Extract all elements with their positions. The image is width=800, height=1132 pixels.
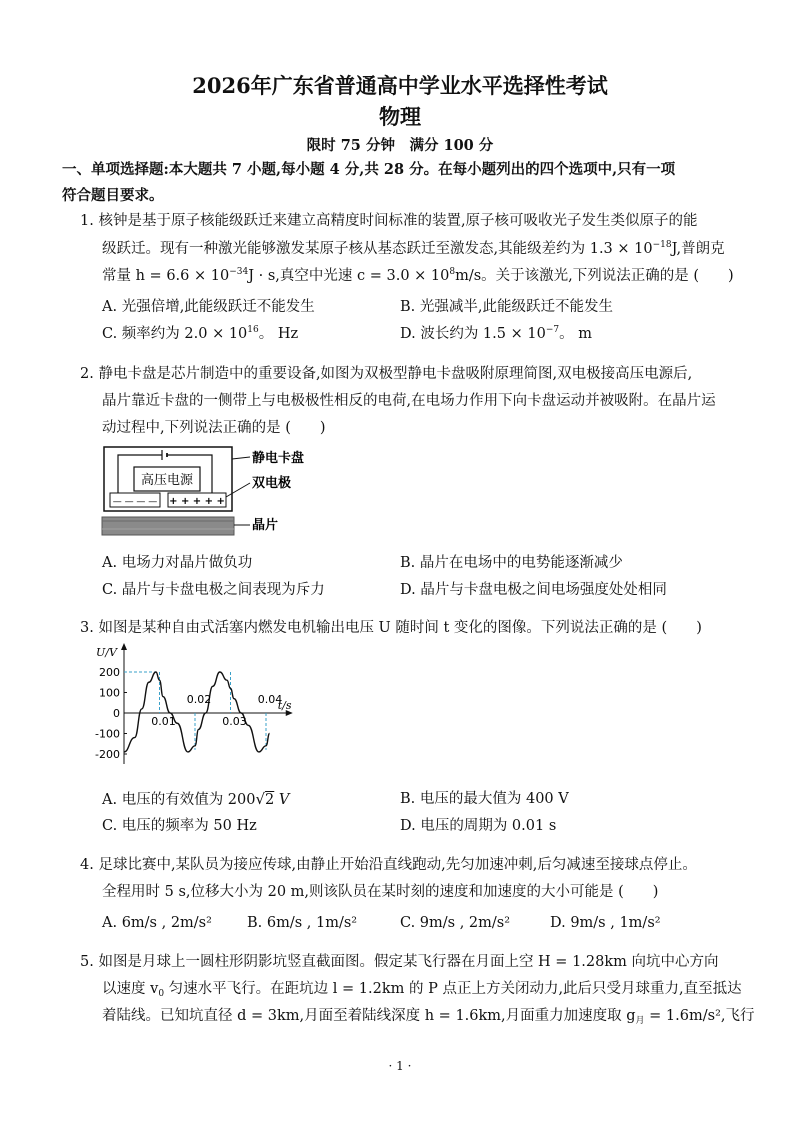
q3-option-b: B. 电压的最大值为 400 V	[400, 791, 569, 807]
time-limit: 限时 75 分钟 满分 100 分	[306, 137, 494, 154]
y-tick-label: 200	[99, 666, 120, 679]
q1-line3: 常量 $h = 6.6 \times 10^{-34}J \cdot s$,真空中光速 $c = 3.0 \times 10^8m/s$。关于该激光,下列说法正确的是 ( )	[102, 267, 734, 284]
y-axis-arrow	[121, 643, 127, 650]
x-axis-label: t/s	[277, 699, 292, 712]
q1-option-b: B. 光强减半,此能级跃迁不能发生	[400, 299, 613, 315]
y-tick-label: 100	[99, 686, 120, 700]
x-tick-label: 0.04	[257, 693, 283, 706]
y-tick-label: -200	[95, 748, 120, 761]
q2-option-d: D. 晶片与卡盘电极之间电场强度处处相同	[400, 582, 667, 598]
q4-option-d: D. 9m/s , 1m/s²	[550, 915, 661, 931]
q5-line3: 着陆线。已知坑直径 d = 3km,月面至着陆线深度 h = 1.6km,月面重力加速度取 $g_月 = 1.6m/s^2$,飞行	[102, 1008, 755, 1026]
q1-option-d: D. 波长约为 $1.5 \times 10^{-7}$。 m	[400, 325, 592, 342]
q4-option-c: C. 9m/s , 2m/s²	[400, 915, 511, 931]
chuck-diagram	[100, 445, 320, 545]
y-tick-label: -100	[95, 727, 120, 741]
q1-option-a: A. 光强倍增,此能级跃迁不能发生	[102, 299, 315, 315]
q3-line1: 3. 如图是某种自由式活塞内燃发电机输出电压 U 随时间 t 变化的图像。下列说法正确的是 ( )	[80, 620, 702, 636]
exam-title: 2026年广东省普通高中学业水平选择性考试	[192, 73, 608, 98]
q1-option-c: C. 频率约为 $2.0 \times 10^{16}$。 Hz	[102, 325, 299, 342]
q4-option-b: B. 6m/s , 1m/s²	[247, 915, 358, 931]
x-tick-label: 0.01	[151, 715, 176, 728]
x-tick-label: 0.03	[222, 715, 247, 728]
section-heading-line2: 符合题目要求。	[62, 187, 164, 204]
q5-line2: 以速度 $v_0$ 匀速水平飞行。在距坑边 l = 1.2km 的 P 点正上方关闭动力,此后只受月球重力,直至抵达	[102, 981, 742, 999]
y-tick-label: 0	[113, 707, 120, 720]
q2-option-a: A. 电场力对晶片做负功	[102, 555, 253, 571]
label-electrode: 双电极	[252, 476, 292, 491]
q2-line2: 晶片靠近卡盘的一侧带上与电极极性相反的电荷,在电场力作用下向卡盘运动并被吸附。在晶片运	[102, 393, 716, 409]
voltage-chart	[88, 640, 298, 775]
q3-option-c: C. 电压的频率为 50 Hz	[102, 818, 257, 834]
svg-text:— — — —: — — — —	[112, 497, 158, 507]
q3-option-d: D. 电压的周期为 0.01 s	[400, 818, 557, 834]
q3-option-a: A. 电压的有效值为 200√2 V	[102, 790, 290, 808]
label-wafer: 晶片	[252, 518, 279, 533]
svg-text:高压电源: 高压电源	[140, 473, 194, 488]
q2-option-b: B. 晶片在电场中的电势能逐渐减少	[400, 555, 623, 571]
subject-title: 物理	[379, 104, 421, 129]
section-heading-line1: 一、单项选择题:本大题共 7 小题,每小题 4 分,共 28 分。在每小题列出的四个选项中,只有一项	[62, 161, 676, 178]
q4-line1: 4. 足球比赛中,某队员为接应传球,由静止开始沿直线跑动,先匀加速冲刺,后匀减速至接球点停止。	[80, 857, 697, 873]
page-number: · 1 ·	[388, 1059, 412, 1073]
q1-line1: 1. 核钟是基于原子核能级跃迁来建立高精度时间标准的装置,原子核可吸收光子发生类似原子的能	[80, 213, 698, 229]
q5-line1: 5. 如图是月球上一圆柱形阴影坑竖直截面图。假定某飞行器在月面上空 H = 1.28km 向坑中心方向	[80, 954, 719, 970]
q2-line3: 动过程中,下列说法正确的是 ( )	[102, 420, 326, 436]
label-chuck: 静电卡盘	[252, 451, 305, 466]
y-axis-label: U/V	[96, 646, 117, 659]
wafer	[102, 517, 234, 535]
q1-line2: 级跃迁。现有一种激光能够激发某原子核从基态跃迁至激发态,其能级差约为 $1.3 \times 10^{-18}J$,普朗克	[102, 240, 725, 257]
voltage-curve	[124, 672, 270, 752]
q4-line2: 全程用时 5 s,位移大小为 20 m,则该队员在某时刻的速度和加速度的大小可能是 ( )	[102, 884, 659, 900]
x-tick-label: 0.02	[186, 693, 212, 706]
q2-line1: 2. 静电卡盘是芯片制造中的重要设备,如图为双极型静电卡盘吸附原理简图,双电极接高压电源后,	[80, 366, 693, 382]
svg-text:+ + + + +: + + + + +	[169, 496, 225, 507]
q2-option-c: C. 晶片与卡盘电极之间表现为斥力	[102, 582, 325, 598]
q4-option-a: A. 6m/s , 2m/s²	[102, 915, 212, 931]
